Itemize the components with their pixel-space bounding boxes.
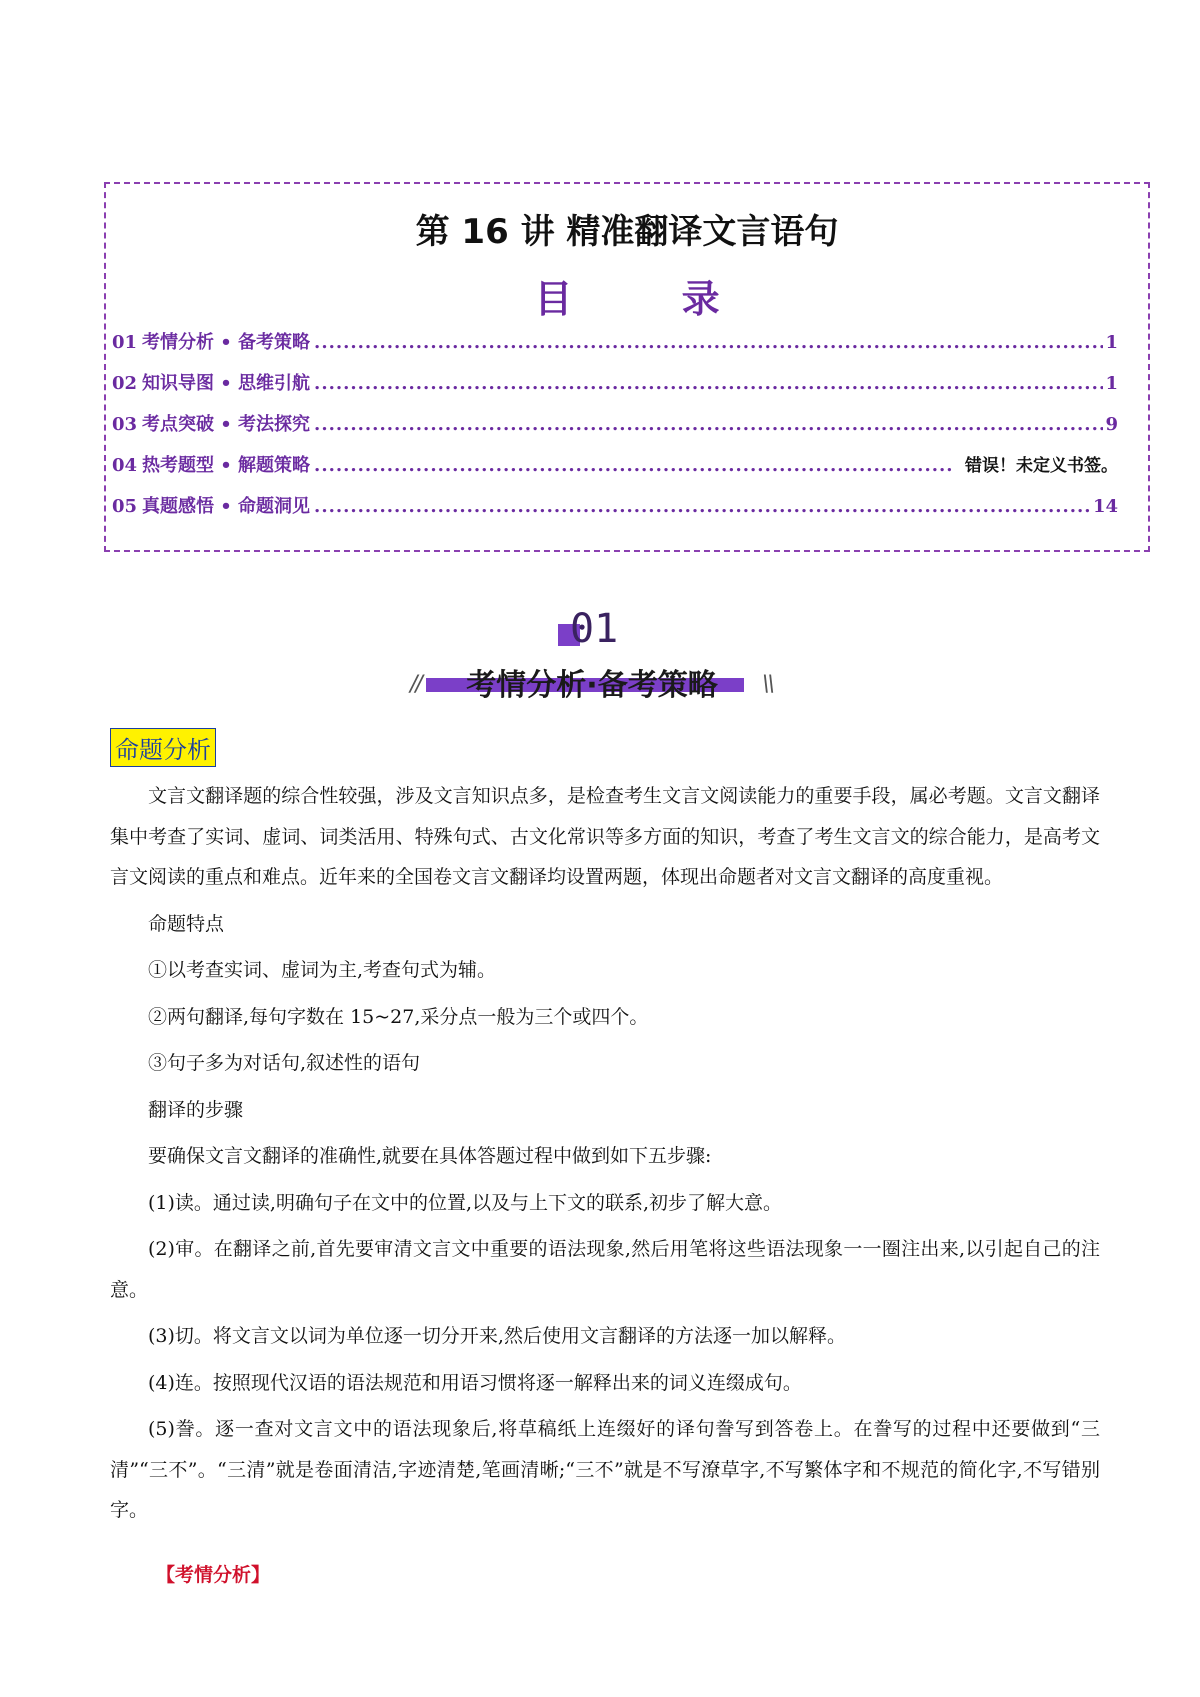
toc-entry-page: 1 bbox=[1105, 373, 1118, 394]
paragraph: (2)审。在翻译之前,首先要审清文言文中重要的语法现象,然后用笔将这些语法现象一一圈注出来,以引起自己的注意。 bbox=[110, 1238, 1100, 1301]
paragraph: ①以考查实词、虚词为主,考查句式为辅。 bbox=[148, 959, 497, 981]
toc-entry-label: 考情分析 • 备考策略 bbox=[142, 332, 311, 353]
section-tag: 命题分析 bbox=[110, 728, 216, 767]
toc-entry-page: 14 bbox=[1092, 496, 1118, 517]
section-banner bbox=[410, 606, 790, 710]
toc-entry[interactable] bbox=[112, 451, 1118, 492]
toc-entry[interactable] bbox=[112, 492, 1118, 533]
toc-leader-dots bbox=[314, 332, 1103, 353]
paragraph: 要确保文言文翻译的准确性,就要在具体答题过程中做到如下五步骤: bbox=[148, 1145, 712, 1167]
slash-decoration-icon: // bbox=[410, 672, 421, 697]
toc-heading: 目 录 bbox=[534, 277, 768, 321]
toc-entry-label: 知识导图 • 思维引航 bbox=[142, 373, 311, 394]
body-content bbox=[110, 776, 1100, 1537]
table-of-contents-box bbox=[104, 182, 1150, 552]
toc-entry-number: 02 bbox=[112, 373, 138, 394]
paragraph: 命题特点 bbox=[148, 912, 225, 935]
toc-leader-dots bbox=[314, 373, 1103, 394]
toc-leader-dots bbox=[314, 455, 955, 476]
paragraph: (4)连。按照现代汉语的语法规范和用语习惯将逐一解释出来的词义连缀成句。 bbox=[148, 1371, 802, 1394]
toc-entry[interactable] bbox=[112, 328, 1118, 369]
toc-entry-page-error: 错误！未定义书签。 bbox=[965, 456, 1118, 476]
analysis-heading: 【考情分析】 bbox=[156, 1564, 271, 1586]
paragraph: (3)切。将文言文以词为单位逐一切分开来,然后使用文言翻译的方法逐一加以解释。 bbox=[148, 1325, 846, 1347]
toc-entry-number: 04 bbox=[112, 455, 138, 476]
paragraph: 翻译的步骤 bbox=[148, 1098, 244, 1121]
toc-entry[interactable] bbox=[112, 410, 1118, 451]
toc-leader-dots bbox=[314, 414, 1103, 435]
toc-entry-page: 9 bbox=[1105, 414, 1118, 435]
paragraph: (5)誊。逐一查对文言文中的语法现象后,将草稿纸上连缀好的译句誊写到答卷上。在誊写的过程中还要做到“三清”“三不”。“三清”就是卷面清洁,字迹清楚,笔画清晰;“三不”就是不写潦草字,不写繁体字和不规范的简化字,不写错别字。 bbox=[110, 1418, 1100, 1521]
banner-number: 01 bbox=[570, 606, 619, 652]
paragraph: (1)读。通过读,明确句子在文中的位置,以及与上下文的联系,初步了解大意。 bbox=[148, 1191, 783, 1214]
toc-entry-number: 01 bbox=[112, 332, 138, 353]
toc-entry-page: 1 bbox=[1105, 332, 1118, 353]
toc-leader-dots bbox=[314, 496, 1091, 517]
toc-entry-label: 热考题型 • 解题策略 bbox=[142, 455, 311, 476]
lesson-title: 第 16 讲 精准翻译文言语句 bbox=[415, 212, 839, 252]
toc-entry-label: 真题感悟 • 命题洞见 bbox=[142, 496, 311, 517]
paragraph: ②两句翻译,每句字数在 15~27,采分点一般为三个或四个。 bbox=[148, 1005, 649, 1028]
paragraph: ③句子多为对话句,叙述性的语句 bbox=[148, 1052, 421, 1074]
paragraph: 文言文翻译题的综合性较强，涉及文言知识点多，是检查考生文言文阅读能力的重要手段，属必考题。文言文翻译集中考查了实词、虚词、词类活用、特殊句式、古文化常识等多方面的知识，考查了考生文言文的综合能力，是高考文言文阅读的重点和难点。近年来的全国卷文言文翻译均设置两题，体现出命题者对文言文翻译的高度重视。 bbox=[110, 785, 1100, 888]
toc-entry-number: 03 bbox=[112, 414, 138, 435]
slash-decoration-icon: \\ bbox=[762, 672, 773, 697]
toc-entry-number: 05 bbox=[112, 496, 138, 517]
toc-list bbox=[112, 328, 1118, 533]
banner-title: 考情分析·备考策略 bbox=[466, 668, 718, 703]
toc-entry[interactable] bbox=[112, 369, 1118, 410]
toc-entry-label: 考点突破 • 考法探究 bbox=[142, 414, 311, 435]
